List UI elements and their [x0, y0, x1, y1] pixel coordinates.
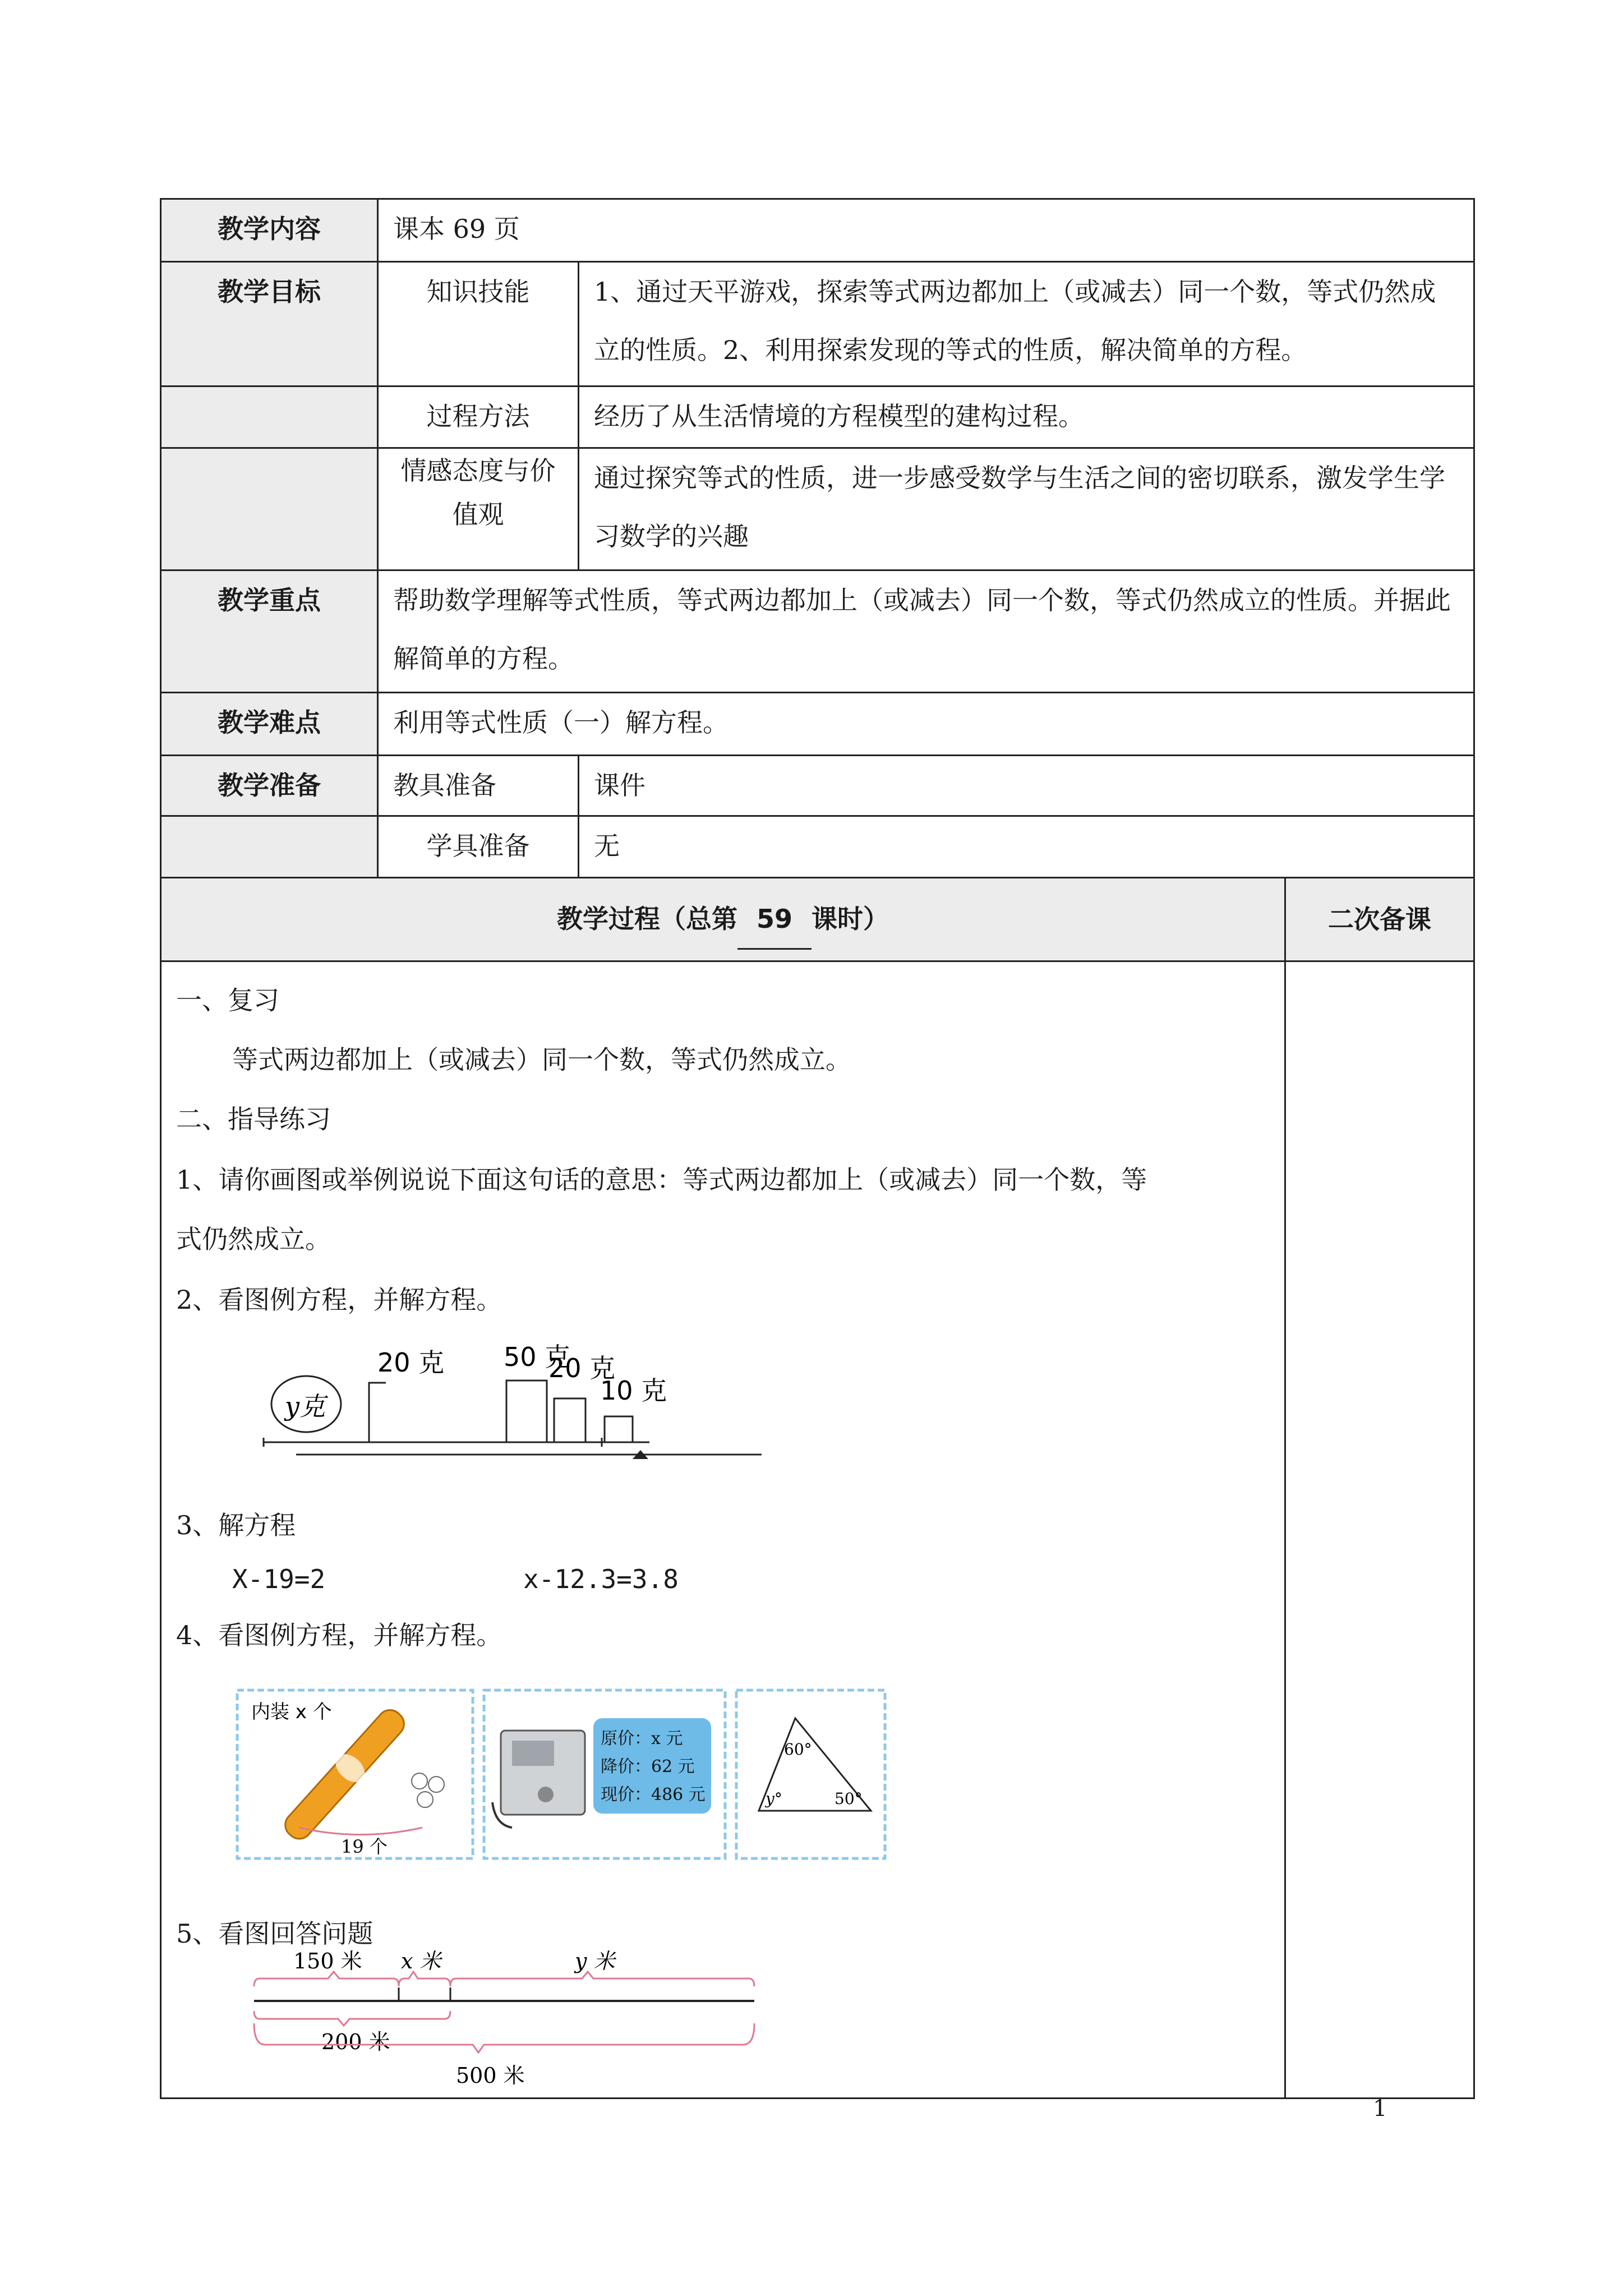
seg-200: 200 米 [321, 2030, 390, 2054]
seg-500: 500 米 [456, 2063, 525, 2088]
weight-50g: 50 克 [504, 1342, 571, 1372]
attitude-label: 情感态度与价值观 [378, 448, 579, 570]
card1-count: 19 个 [341, 1836, 388, 1857]
process-method-value: 经历了从生活情境的方程模型的建构过程。 [579, 386, 1474, 448]
lesson-plan-table [160, 198, 1475, 2099]
picture-cards [232, 1685, 893, 1870]
seg-150: 150 米 [293, 1949, 362, 1973]
weight-y-label: y克 [285, 1391, 325, 1421]
teacher-prep-value: 课件 [579, 756, 1474, 816]
lesson-number: 59 [737, 890, 811, 950]
prep-filler [161, 816, 378, 878]
equation-2: x-12.3=3.8 [523, 1564, 679, 1594]
content-value: 课本 69 页 [378, 199, 1474, 262]
key-value: 帮助数学理解等式性质，等式两边都加上（或减去）同一个数，等式仍然成立的性质。并据此解简单的方程。 [378, 570, 1474, 693]
shuttlecock-icon [412, 1773, 427, 1789]
student-prep-label: 学具准备 [378, 816, 579, 878]
student-prep-value: 无 [579, 816, 1474, 878]
second-prep-column [1285, 961, 1474, 2099]
second-prep-header: 二次备课 [1285, 878, 1474, 961]
teacher-prep-label: 教具准备 [378, 756, 579, 816]
weight-20g-left: 20 克 [377, 1347, 445, 1378]
card1-label: 内装 x 个 [251, 1701, 332, 1723]
angle-50: 50° [834, 1789, 863, 1808]
goals-label: 教学目标 [161, 262, 378, 386]
weight-10g: 10 克 [600, 1375, 667, 1406]
content-label: 教学内容 [161, 199, 378, 262]
process-content [161, 961, 1285, 2099]
segment-diagram [248, 1949, 787, 2095]
current-price: 现价：486 元 [601, 1785, 706, 1805]
difficulty-label: 教学难点 [161, 693, 378, 756]
price-cut: 降价：62 元 [601, 1757, 695, 1777]
equation-1: X-19=2 [232, 1564, 326, 1594]
goals-filler-1 [161, 386, 378, 448]
weight-20g-right: 20 克 [548, 1353, 616, 1383]
section2-title: 二、指导练习 [176, 1104, 331, 1134]
question-2: 2、看图例方程，并解方程。 [176, 1285, 502, 1315]
question-4: 4、看图例方程，并解方程。 [176, 1620, 502, 1650]
process-header-suffix: 课时） [811, 903, 889, 934]
question-3: 3、解方程 [176, 1510, 296, 1540]
angle-60: 60° [784, 1740, 812, 1759]
process-header [161, 878, 1285, 961]
attitude-value: 通过探究等式的性质，进一步感受数学与生活之间的密切联系，激发学生学习数学的兴趣 [579, 448, 1474, 570]
question-1-cont: 式仍然成立。 [176, 1224, 331, 1254]
process-method-label: 过程方法 [378, 386, 579, 448]
seg-x: x 米 [401, 1949, 441, 1973]
original-price: 原价：x 元 [601, 1729, 683, 1749]
goals-filler-2 [161, 448, 378, 570]
question-5: 5、看图回答问题 [176, 1918, 374, 1949]
angle-y: y° [766, 1789, 782, 1808]
process-header-prefix: 教学过程（总第 [556, 903, 737, 934]
knowledge-label: 知识技能 [378, 262, 579, 386]
page-number: 1 [1373, 2096, 1387, 2122]
prep-label: 教学准备 [161, 756, 378, 816]
question-1: 1、请你画图或举例说说下面这句话的意思：等式两边都加上（或减去）同一个数，等 [176, 1165, 1147, 1195]
key-label: 教学重点 [161, 570, 378, 693]
balance-diagram [257, 1327, 863, 1473]
section1-text: 等式两边都加上（或减去）同一个数，等式仍然成立。 [232, 1045, 851, 1075]
section1-title: 一、复习 [176, 985, 279, 1015]
seg-y: y 米 [575, 1949, 615, 1973]
knowledge-value: 1、通过天平游戏，探索等式两边都加上（或减去）同一个数，等式仍然成立的性质。2、利用探索发现的等式的性质，解决简单的方程。 [579, 262, 1474, 386]
card-triangle [736, 1690, 885, 1858]
difficulty-value: 利用等式性质（一）解方程。 [378, 693, 1474, 756]
